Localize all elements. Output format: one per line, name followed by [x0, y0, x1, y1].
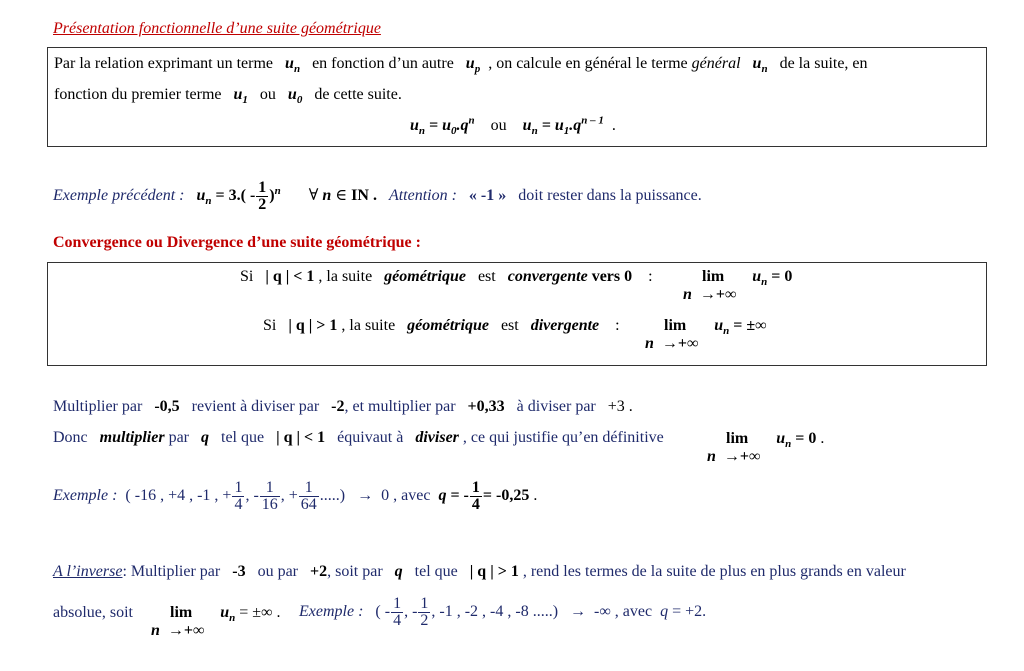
convergence-heading: Convergence ou Divergence d’une suite géométrique : — [53, 234, 421, 251]
convergent-line: Si | q | < 1 , la suite géométrique est convergente vers 0 : — [240, 268, 653, 285]
limit-divergent: lim $u_n$ = ±∞ — [664, 317, 767, 338]
example-previous: Exemple précédent : $u_n = 3$.( - $\frac{1}{2}$ )$^n$ ∀ n ∈ IN . Attention : « -1 » doit rester dans la puissance. — [53, 179, 702, 213]
limit-donc: lim $u_n = 0$ . — [726, 430, 825, 451]
limit-inverse-sub: n →+∞ — [151, 622, 205, 639]
section-title: Présentation fonctionnelle d’une suite géométrique — [53, 20, 381, 37]
donc-paragraph: Donc multiplier par q tel que | q | < 1 équivaut à diviser , ce qui justifie qu’en définitive — [53, 429, 664, 446]
limit-inverse: lim $u_n$ = ±∞ . — [170, 604, 281, 625]
example-convergent: Exemple : ( -16 , +4 , -1 , + $\frac{1}{4}$ , - $\frac{1}{16}$ , + $\frac{1}{64}$ .....) → 0 , avec q = - $\frac{1}{4}$ = -0,25 . — [53, 479, 538, 513]
divergent-line: Si | q | > 1 , la suite géométrique est divergente : — [263, 317, 620, 334]
limit-donc-sub: n →+∞ — [707, 448, 761, 465]
inverse-paragraph-line-1: A l’inverse: Multiplier par -3 ou par +2, soit par q tel que | q | > 1 , rend les termes de la suite de plus en plus grands en valeur — [53, 563, 906, 580]
definition-line-2: fonction du premier terme $u_1$ ou $u_0$ de cette suite. — [54, 86, 402, 107]
limit-convergent-sub: n →+∞ — [683, 286, 737, 303]
example-divergent: Exemple : ( - $\frac{1}{4}$ , - $\frac{1}{2}$ , -1 , -2 , -4 , -8 .....) → -∞ , avec q = +2. — [299, 595, 707, 629]
limit-divergent-sub: n →+∞ — [645, 335, 699, 352]
definition-line-1: Par la relation exprimant un terme $u_n$ en fonction d’un autre $u_p$ , on calcule en général le terme général $u_n$ de la suite, en — [54, 55, 868, 76]
limit-convergent: lim $u_n = 0$ — [702, 268, 793, 289]
multiply-paragraph: Multiplier par -0,5 revient à diviser par -2, et multiplier par +0,33 à diviser par +3 . — [53, 398, 633, 415]
inverse-paragraph-line-2: absolue, soit — [53, 604, 133, 621]
general-term-formula: $u_n = u_0.q^n$ ou $u_n = u_1.q^{n - 1}$ . — [410, 114, 616, 138]
